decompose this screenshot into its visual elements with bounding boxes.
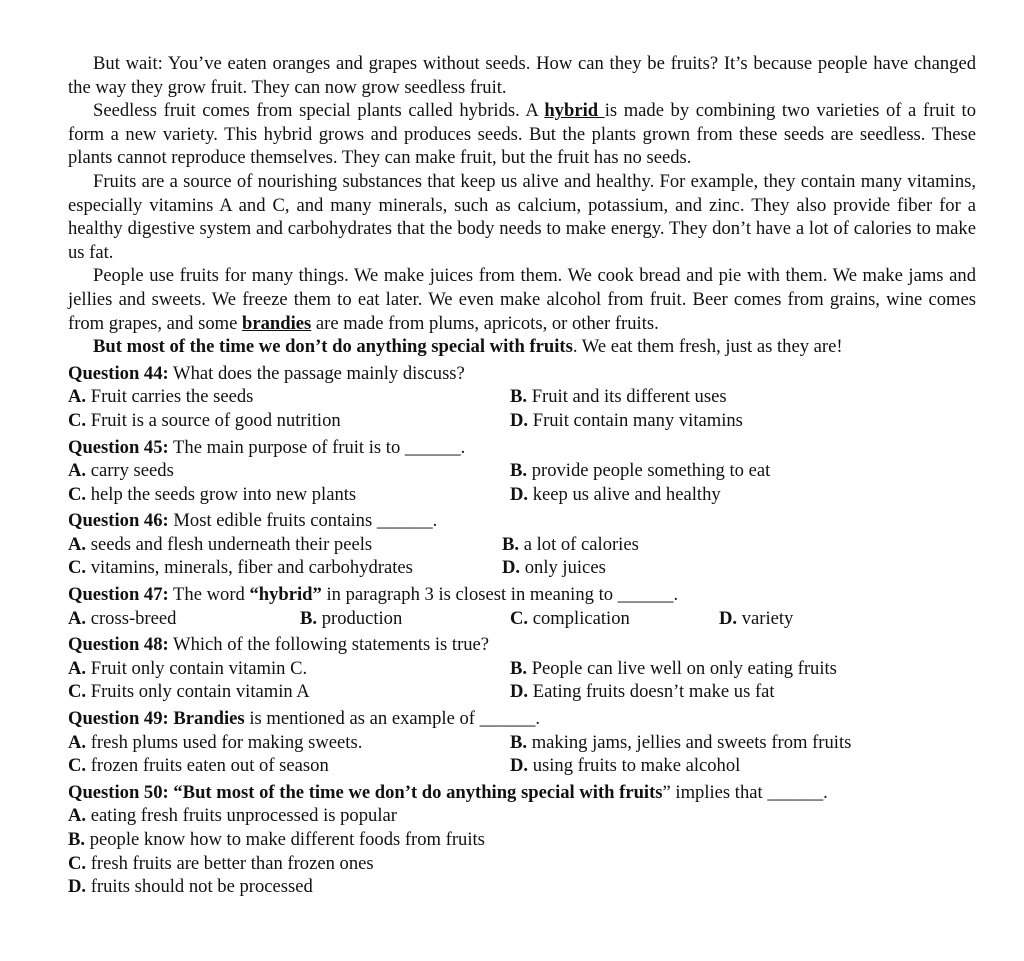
question-46-options-row-1: [68, 533, 976, 557]
option-49-d[interactable]: D. using fruits to make alcohol: [510, 755, 741, 777]
paragraph-1-text: But wait: You’ve eaten oranges and grapes without seeds. How can they be fruits? It’s because people have changed the way they grow fruit. They can now grow seedless fruit.: [68, 53, 976, 98]
option-45-d[interactable]: D. keep us alive and healthy: [510, 483, 721, 505]
paragraph-5: [68, 335, 976, 359]
question-47-text-start: The word: [168, 584, 250, 606]
option-44-b[interactable]: B. Fruit and its different uses: [510, 386, 727, 408]
paragraph-3-text: Fruits are a source of nourishing substances that keep us alive and healthy. For example, they contain many vitamins, especially vitamins A and C, and many minerals, such as calcium, potassium, and zinc. They also provide fiber for a healthy digestive system and carbohydrates that the body needs to make energy. They don’t have a lot of calories to make us fat.: [68, 170, 976, 263]
question-45-options-row-2: [68, 483, 976, 507]
option-46-b[interactable]: B. a lot of calories: [502, 533, 639, 555]
option-48-c[interactable]: C. Fruits only contain vitamin A: [68, 681, 310, 703]
question-48: [68, 633, 976, 704]
paragraph-1: [68, 52, 976, 99]
option-44-a[interactable]: A. Fruit carries the seeds: [68, 386, 254, 408]
option-50-d[interactable]: D. fruits should not be processed: [68, 876, 313, 898]
question-47-stem: [68, 583, 976, 607]
option-47-b[interactable]: B. production: [300, 607, 403, 629]
question-46-stem: [68, 509, 976, 533]
question-44-options-row-2: [68, 409, 976, 433]
question-50-text: ” implies that ______.: [662, 781, 828, 803]
option-44-d[interactable]: D. Fruit contain many vitamins: [510, 409, 743, 431]
option-49-a[interactable]: A. fresh plums used for making sweets.: [68, 731, 363, 753]
option-48-d[interactable]: D. Eating fruits doesn’t make us fat: [510, 681, 775, 703]
question-45-text: The main purpose of fruit is to ______.: [168, 436, 466, 458]
question-45: [68, 436, 976, 507]
option-46-a[interactable]: A. seeds and flesh underneath their peels: [68, 533, 373, 555]
option-45-a[interactable]: A. carry seeds: [68, 460, 174, 482]
question-48-label: Question 48:: [68, 634, 169, 656]
option-45-c[interactable]: C. help the seeds grow into new plants: [68, 483, 357, 505]
question-45-options-row-1: [68, 459, 976, 483]
paragraph-5-text: . We eat them fresh, just as they are!: [572, 336, 843, 358]
question-48-text: Which of the following statements is true?: [168, 634, 490, 656]
paragraph-5-bold-text: But most of the time we don’t do anything special with fruits: [93, 336, 573, 358]
question-47: [68, 583, 976, 630]
question-45-label: Question 45:: [68, 436, 169, 458]
option-45-b[interactable]: B. provide people something to eat: [510, 460, 771, 482]
keyword-hybrid: hybrid: [544, 100, 605, 122]
question-50-label: Question 50:: [68, 781, 169, 803]
option-46-d[interactable]: D. only juices: [502, 557, 606, 579]
question-50-stem: [68, 781, 976, 805]
paragraph-4-text-start: People use fruits for many things. We make juices from them. We cook bread and pie with them. We make jams and jellies and sweets. We freeze them to eat later. We even make alcohol from fruit. Beer comes from grains, wine comes from grapes, and some: [68, 265, 976, 334]
question-46-text: Most edible fruits contains ______.: [168, 510, 438, 532]
keyword-brandies: brandies: [242, 312, 312, 334]
option-48-a[interactable]: A. Fruit only contain vitamin C.: [68, 657, 308, 679]
paragraph-3: [68, 170, 976, 264]
question-49-keyword: Brandies: [168, 708, 245, 730]
paragraph-4: [68, 264, 976, 335]
question-49-options-row-1: [68, 731, 976, 755]
option-48-b[interactable]: B. People can live well on only eating fruits: [510, 657, 837, 679]
option-44-c[interactable]: C. Fruit is a source of good nutrition: [68, 409, 341, 431]
option-47-c[interactable]: C. complication: [510, 607, 630, 629]
option-49-b[interactable]: B. making jams, jellies and sweets from fruits: [510, 731, 852, 753]
question-49-stem: [68, 707, 976, 731]
option-46-c[interactable]: C. vitamins, minerals, fiber and carbohydrates: [68, 557, 413, 579]
question-45-stem: [68, 436, 976, 460]
question-47-label: Question 47:: [68, 584, 169, 606]
question-49-label: Question 49:: [68, 708, 169, 730]
paragraph-2-text-start: Seedless fruit comes from special plants called hybrids. A: [93, 100, 545, 122]
question-46: [68, 509, 976, 580]
question-50-quote: “But most of the time we don’t do anything special with fruits: [168, 781, 663, 803]
question-44-text: What does the passage mainly discuss?: [168, 362, 465, 384]
question-48-options-row-2: [68, 680, 976, 704]
option-47-d[interactable]: D. variety: [719, 607, 794, 629]
question-44: [68, 362, 976, 433]
option-50-a[interactable]: A. eating fresh fruits unprocessed is popular: [68, 805, 397, 827]
question-47-keyword: “hybrid”: [249, 584, 322, 606]
option-49-c[interactable]: C. frozen fruits eaten out of season: [68, 755, 329, 777]
option-50-b[interactable]: B. people know how to make different foods from fruits: [68, 829, 485, 850]
question-48-options-row-1: [68, 657, 976, 681]
question-50: [68, 781, 976, 899]
question-49-options-row-2: [68, 754, 976, 778]
question-47-options-row: [68, 607, 976, 631]
option-50-c[interactable]: C. fresh fruits are better than frozen ones: [68, 852, 374, 874]
paragraph-4-text-end: are made from plums, apricots, or other fruits.: [311, 312, 659, 334]
question-44-options-row-1: [68, 385, 976, 409]
question-47-text-end: in paragraph 3 is closest in meaning to ______.: [321, 584, 679, 606]
option-47-a[interactable]: A. cross-breed: [68, 607, 177, 629]
question-49-text: is mentioned as an example of ______.: [244, 708, 541, 730]
paragraph-2-text-end: is made by combining two varieties of a fruit to form a new variety. This hybrid grows and produces seeds. But the plants grown from these seeds are seedless. These plants cannot reproduce themselves. They can make fruit, but the fruit has no seeds.: [68, 100, 976, 169]
question-49: [68, 707, 976, 778]
question-46-label: Question 46:: [68, 510, 169, 532]
paragraph-2: [68, 99, 976, 170]
question-44-stem: [68, 362, 976, 386]
question-48-stem: [68, 633, 976, 657]
document-page: [68, 52, 976, 899]
question-44-label: Question 44:: [68, 362, 169, 384]
question-46-options-row-2: [68, 556, 976, 580]
